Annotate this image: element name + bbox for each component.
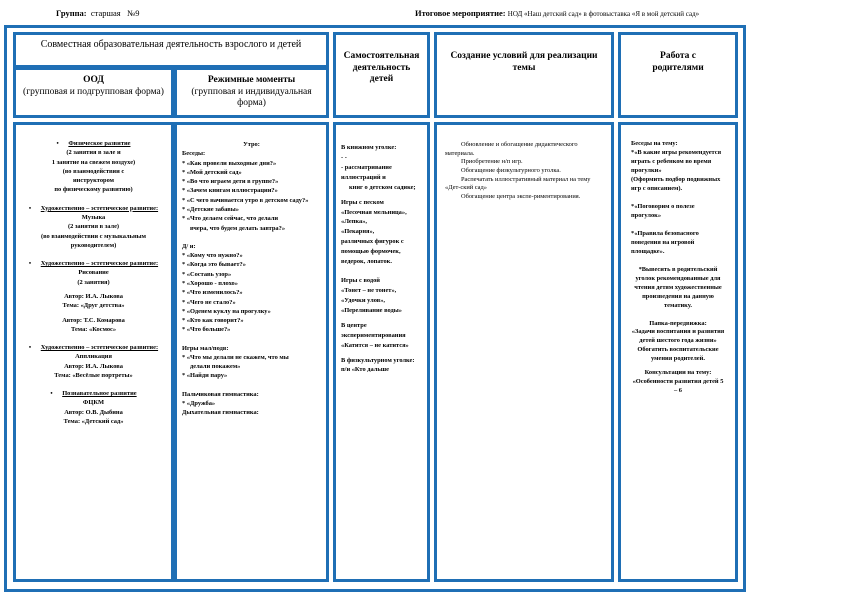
ood-drawing-count: (2 занятия) xyxy=(77,278,110,286)
ood-music-line: (во взаимодействии с музыкальным xyxy=(40,232,146,240)
regime-talk-item: * «Во что играем дети в группе?» xyxy=(182,178,279,186)
ood-drawing-author: Автор: Т.С. Комарова xyxy=(62,316,125,324)
indep-line: «Тонет – не тонет», xyxy=(341,286,397,294)
independent-column xyxy=(333,122,430,582)
event-label: Итоговое мероприятие: xyxy=(415,8,506,18)
conditions-title: Создание условий для реализации темы xyxy=(450,51,598,73)
independent-header xyxy=(333,32,430,118)
conditions-column xyxy=(434,122,614,582)
ood-applique-theme: Тема: «Весёлые портреты» xyxy=(54,371,133,379)
conditions-header xyxy=(434,32,614,118)
ood-cognitive-sub: ФЦКМ xyxy=(82,399,105,407)
parents-cons-text: «Особенности развития детей 5 – 6 xyxy=(632,378,724,395)
regime-games-title: Д/ и: xyxy=(182,242,196,250)
ood-physical-title: Физическое развитие xyxy=(68,140,131,147)
regime-subtitle: (групповая и индивидуальная форма) xyxy=(191,86,312,109)
indep-line: «Песочная мельница», xyxy=(341,208,407,216)
regime-games-item: * «Оденем куклу на прогулку» xyxy=(182,307,271,315)
indep-line: книг о детском садике; xyxy=(349,183,416,191)
ood-column xyxy=(13,122,174,582)
ood-drawing-author: Автор: И.А. Лыкова xyxy=(64,292,123,300)
regime-games-item: * «Хорошо - плохо» xyxy=(182,279,238,287)
indep-line: - рассматривание иллюстраций и xyxy=(341,163,392,181)
conditions-line: Распечатать иллюстративный материал на тему «Дет-ский сад» xyxy=(445,175,591,192)
event-row xyxy=(415,8,699,18)
ood-drawing-theme: Тема: «Космос» xyxy=(70,325,117,333)
indep-line: В центре экспериментирования xyxy=(341,321,406,339)
ood-music-line: (2 занятия в зале) xyxy=(67,223,120,231)
regime-header xyxy=(174,67,329,118)
group-label: Группа: xyxy=(56,8,87,18)
regime-mobile-title: Игры мал/подв: xyxy=(182,344,229,352)
regime-games-item: * «Составь узор» xyxy=(182,270,232,278)
regime-talk-item: * «Мой детский сад» xyxy=(182,168,242,176)
ood-applique-sub: Аппликация xyxy=(75,353,112,361)
indep-line: В книжном уголке: xyxy=(341,144,397,151)
ood-applique-title: Художественно – эстетическое развитие: xyxy=(40,344,159,352)
regime-talk-item: * «Детские забавы» xyxy=(182,205,239,213)
parents-talks-title: Беседы на тему: xyxy=(631,140,678,147)
indep-line: «Удочки улов», xyxy=(341,296,385,304)
indep-line: различных фигурок с помощью формочек, ведерок, лопаток. xyxy=(341,238,404,266)
parents-info-title: Папка-передвижка: xyxy=(649,319,707,327)
regime-games-item: * «Чего не стало?» xyxy=(182,298,236,306)
ood-physical-line: по физическому развитию) xyxy=(54,186,133,194)
ood-cognitive-title: Познавательное развитие xyxy=(62,390,137,398)
indep-line: «Лепка», xyxy=(341,218,368,226)
group-number: №9 xyxy=(127,8,140,18)
ood-header xyxy=(13,67,174,118)
bullet-icon: • xyxy=(28,204,32,212)
ood-physical-line: (2 занятия в зале и xyxy=(66,149,121,157)
regime-talk-item: * «Зачем книгам иллюстрации?» xyxy=(182,187,278,195)
bullet-icon: • xyxy=(28,260,32,268)
regime-morning: Утро: xyxy=(243,141,260,148)
regime-games-item: * «Кому что нужно?» xyxy=(182,252,243,260)
regime-column xyxy=(174,122,329,582)
regime-mobile-item: делали покажем» xyxy=(190,363,241,371)
ood-drawing-sub: Рисование xyxy=(78,269,109,277)
joint-activity-title: Совместная образовательная деятельность взрослого и детей xyxy=(40,39,302,50)
ood-music-title: Художественно – эстетическое развитие: xyxy=(40,204,159,212)
ood-music-line: руководителем) xyxy=(70,241,117,249)
regime-mobile-item: * «Что мы делали не скажем, что мы xyxy=(182,353,289,361)
regime-games-item: * «Что больше?» xyxy=(182,326,231,334)
ood-drawing-title: Художественно – эстетическое развитие: xyxy=(40,260,159,268)
parents-talk: *«В какие игры рекомендуется играть с ребенком во время прогулки» xyxy=(631,148,722,174)
indep-line: «Переливание воды» xyxy=(341,306,402,314)
conditions-line: Обогащение физкультурного уголка. xyxy=(461,166,561,174)
indep-line: п/и «Кто дальше xyxy=(341,366,389,374)
ood-physical-line: 1 занятие на свежем воздухе) xyxy=(51,158,136,166)
bullet-icon: • xyxy=(56,140,59,147)
conditions-line: Обновление и обогащение дидактического материала. xyxy=(445,141,578,157)
ood-subtitle: (групповая и подгрупповая форма) xyxy=(23,86,164,97)
bullet-icon: • xyxy=(28,344,32,352)
regime-talk-item: * «С чего начинается утро в детском саду?» xyxy=(182,196,309,204)
regime-breath-title: Дыхательная гимнастика: xyxy=(182,409,259,417)
regime-finger-item: * «Дружба» xyxy=(182,400,216,408)
group-label-row xyxy=(56,8,139,18)
ood-music-sub: Музыка xyxy=(81,213,106,221)
indep-line: В физкультурном уголке: xyxy=(341,356,415,364)
ood-drawing-theme: Тема: «Друг детства» xyxy=(62,302,125,310)
parents-talk: *«Правила безопасного поведения на игровой площадке». xyxy=(631,229,699,255)
regime-talk-item: * «Что делаем сейчас, что делали xyxy=(182,215,279,223)
regime-title: Режимные моменты xyxy=(207,75,296,85)
bullet-icon: • xyxy=(50,390,53,398)
regime-talk-item: вчера, что будем делать завтра?» xyxy=(190,224,286,232)
parents-cons-title: Консультации на тему: xyxy=(644,369,712,377)
ood-title: ООД xyxy=(83,75,104,85)
indep-line: - - xyxy=(341,153,347,161)
indep-line: Игры с песком xyxy=(341,198,384,206)
conditions-line: Приобретение н/п игр. xyxy=(461,158,523,166)
parents-column xyxy=(618,122,738,582)
independent-title: Самостоятельная деятельность детей xyxy=(343,51,420,85)
parents-title: Работа с родителями xyxy=(652,51,704,73)
parents-advice: *Вывесить в родительский уголок рекомендованные для чтения детям художественные произведения на данную тематику. xyxy=(634,265,722,309)
indep-line: «Пекарня», xyxy=(341,228,375,236)
regime-finger-title: Пальчиковая гимнастика: xyxy=(182,390,259,398)
ood-applique-author: Автор: И.А. Лыкова xyxy=(64,362,123,370)
indep-line: «Катится – не катится» xyxy=(341,341,409,349)
conditions-line: Обогащение центра экспе-риментирования. xyxy=(461,192,581,200)
parents-info-tail: Обогатить воспитательские умения родителей. xyxy=(637,346,719,363)
ood-cognitive-author: Автор: О.В. Дыбина xyxy=(64,408,123,416)
indep-line: Игры с водой xyxy=(341,277,380,285)
regime-games-item: * «Когда это бывает?» xyxy=(182,261,246,269)
regime-games-item: * «Кто как говорит?» xyxy=(182,317,244,325)
regime-talk-title: Беседы: xyxy=(182,150,206,158)
regime-talk-item: * «Как провели выходные дни?» xyxy=(182,159,277,167)
ood-physical-line: инструктором xyxy=(73,177,114,185)
group-value: старшая xyxy=(90,8,121,18)
event-value: НОД «Наш детский сад» в фотовыставка «Я в мой детский сад» xyxy=(507,10,700,18)
parents-talk: (Оформить подбор подвижных игр с описанием). xyxy=(631,175,721,192)
parents-info-text: «Задачи воспитания и развития детей шестого года жизни» xyxy=(631,328,725,345)
joint-activity-header xyxy=(13,32,329,68)
regime-games-item: * «Что изменилось?» xyxy=(182,289,243,297)
regime-mobile-item: * «Найди пару» xyxy=(182,372,228,380)
parents-header xyxy=(618,32,738,118)
parents-talk: *«Поговорим о полезе прогулок» xyxy=(631,202,695,219)
ood-physical-line: (во взаимодействии с xyxy=(62,167,125,175)
ood-cognitive-theme: Тема: «Детский сад» xyxy=(63,418,124,426)
